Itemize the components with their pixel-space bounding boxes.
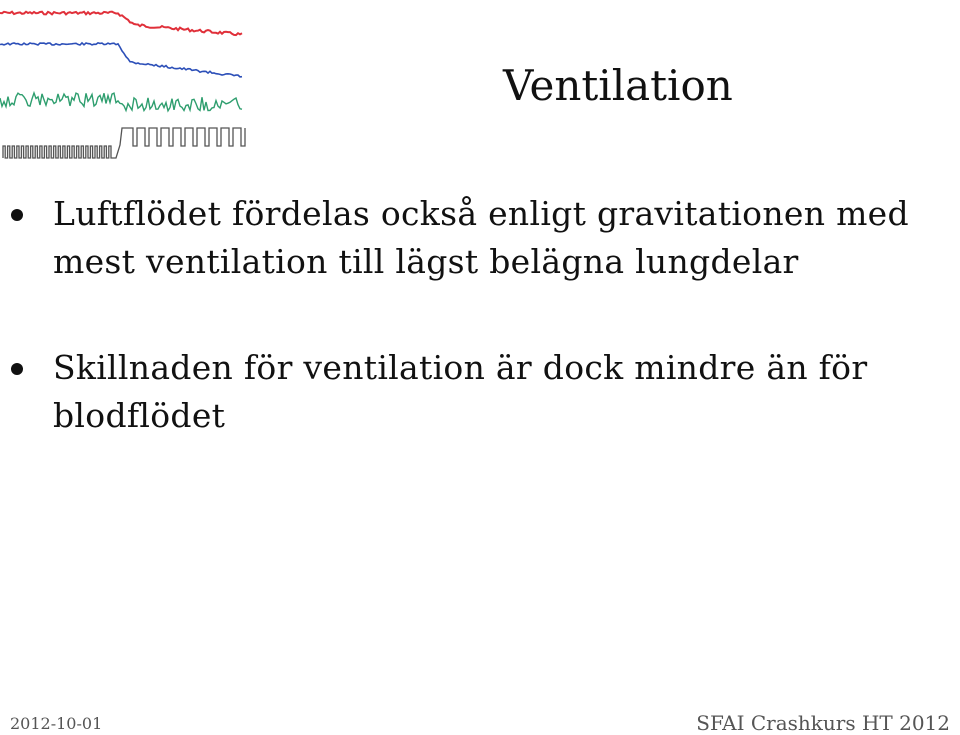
- bullet-item: [0, 190, 960, 286]
- red-waveform-trace: [0, 12, 242, 35]
- bullet-text: Luftflödet fördelas också enligt gravitationen med mest ventilation till lägst belägna lungdelar: [53, 194, 909, 281]
- footer-date: 2012-10-01: [10, 714, 103, 733]
- bullet-dot-icon: [11, 209, 23, 221]
- green-waveform-trace: [0, 93, 242, 111]
- monitoring-waveforms-image: [0, 0, 248, 165]
- blue-waveform-trace: [0, 43, 242, 77]
- bullet-text: Skillnaden för ventilation är dock mindre än för blodflödet: [53, 348, 868, 435]
- bullet-dot-icon: [11, 363, 23, 375]
- gray-pressure-trace: [3, 128, 245, 158]
- footer-course-name: SFAI Crashkurs HT 2012: [696, 711, 950, 735]
- slide-title: Ventilation: [503, 61, 733, 110]
- bullet-item: [0, 344, 960, 440]
- bullet-list: [0, 190, 960, 440]
